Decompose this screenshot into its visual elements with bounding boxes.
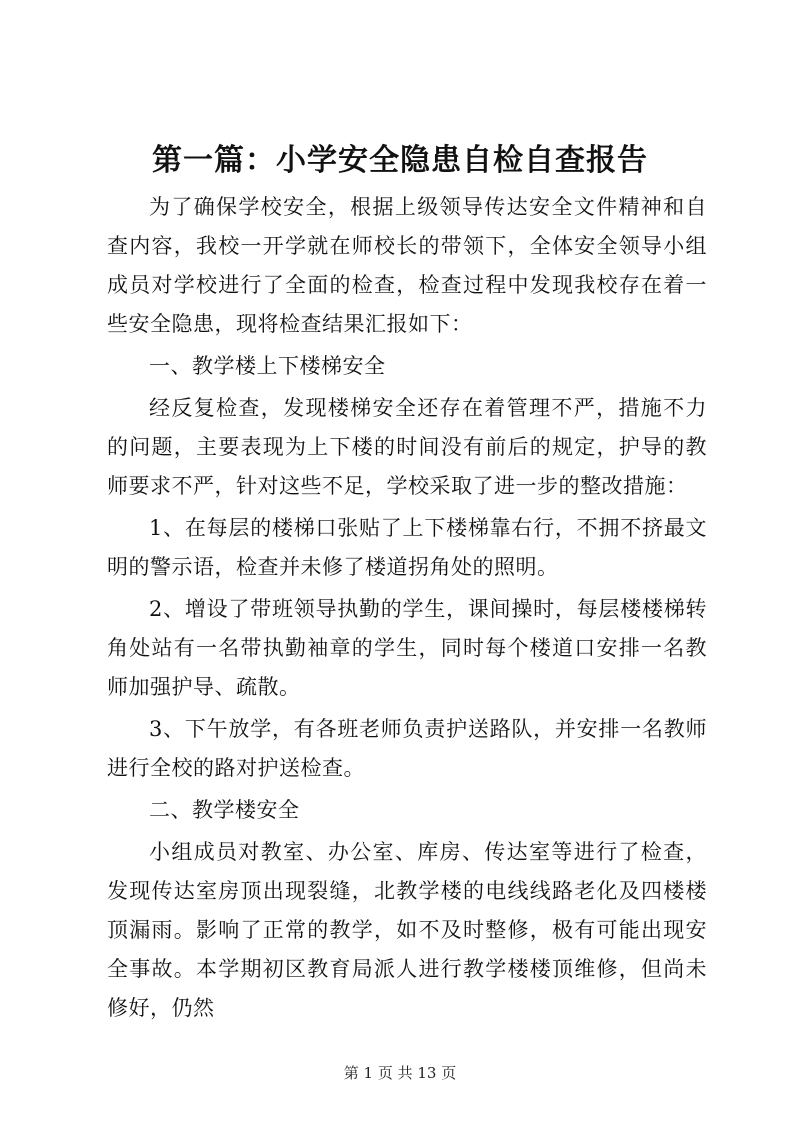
paragraph-building-issues: 小组成员对教室、办公室、库房、传达室等进行了检查，发现传达室房顶出现裂缝，北教学楼的电线线路老化及四楼楼顶漏雨。影响了正常的教学，如不及时整修，极有可能出现安全事故。本学期初区教育局派人进行教学楼楼顶维修，但尚未修好，仍然: [107, 840, 707, 1020]
paragraph-intro: 为了确保学校安全，根据上级领导传达安全文件精神和自查内容，我校一开学就在师校长的带领下，全体安全领导小组成员对学校进行了全面的检查，检查过程中发现我校存在着一些安全隐患，现将检查结果汇报如下：: [107, 195, 707, 336]
section-heading-stairs: 一、教学楼上下楼梯安全: [149, 354, 386, 378]
paragraph-measure-1: 1、在每层的楼梯口张贴了上下楼梯靠右行，不拥不挤最文明的警示语，检查并未修了楼道拐角处的照明。: [107, 516, 707, 579]
page-footer: 第 1 页 共 13 页: [343, 1064, 457, 1082]
document-body: [107, 188, 707, 1028]
section-heading-building: 二、教学楼安全: [149, 798, 300, 822]
paragraph-measure-3: 3、下午放学，有各班老师负责护送路队，并安排一名教师进行全校的路对护送检查。: [107, 717, 707, 780]
document-title: 第一篇：小学安全隐患自检自查报告: [152, 143, 648, 178]
paragraph-measure-2: 2、增设了带班领导执勤的学生，课间操时，每层楼楼梯转角处站有一名带执勤袖章的学生，同时每个楼道口安排一名教师加强护导、疏散。: [107, 597, 707, 699]
paragraph-stairs-issues: 经反复检查，发现楼梯安全还存在着管理不严，措施不力的问题，主要表现为上下楼的时间没有前后的规定，护导的教师要求不严，针对这些不足，学校采取了进一步的整改措施：: [107, 396, 707, 498]
